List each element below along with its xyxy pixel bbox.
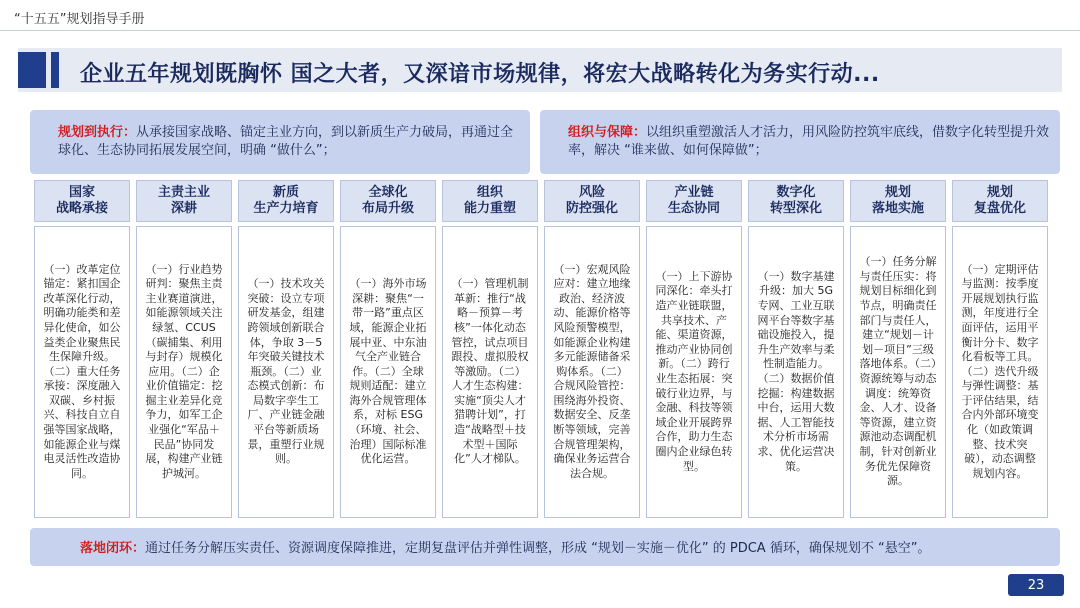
- column-title-line2: 能力重塑: [463, 201, 516, 216]
- banner-right-key: 组织与保障：: [568, 125, 647, 140]
- column-core-business: [136, 180, 232, 520]
- banner-planning-to-execution: [30, 110, 530, 174]
- column-title-line1: 风险: [578, 185, 605, 200]
- column-industry-chain: [646, 180, 742, 520]
- column-header: [748, 180, 844, 222]
- column-body: [136, 226, 232, 518]
- column-title-line2: 转型深化: [769, 201, 822, 216]
- title-marker-icon: [18, 52, 46, 88]
- column-title-line2: 防控强化: [565, 201, 618, 216]
- column-header: [136, 180, 232, 222]
- column-body: [34, 226, 130, 518]
- column-body-text: （一）定期评估与监测：按季度开展规划执行监测，年度进行全面评估，运用平衡计分卡、数字化看板等工具。（二）迭代升级与弹性调整：基于评估结果，结合内外部环境变化（如政策调整、技术突破），动态调整规划内容。: [961, 262, 1039, 480]
- column-globalization: [340, 180, 436, 520]
- column-plan-review: [952, 180, 1048, 520]
- column-title-line1: 组织: [476, 185, 503, 200]
- column-body-text: （一）任务分解与责任压实：将规划目标细化到节点，明确责任部门与责任人，建立“规划－计划－项目”三级落地体系。（二）资源统筹与动态调度：统筹资金、人才、设备等资源，建立资源池动态调配机制，针对创新业务优先保障资源。: [859, 255, 937, 488]
- column-body: [340, 226, 436, 518]
- column-title-line2: 布局升级: [361, 201, 414, 216]
- column-body: [646, 226, 742, 518]
- banner-right-text: 以组织重塑激活人才活力，用风险防控筑牢底线，借数字化转型提升效率，解决 “谁来做、如何保障做”；: [568, 125, 1050, 158]
- column-title-line2: 复盘优化: [973, 201, 1026, 216]
- column-title-line1: 数字化: [776, 185, 816, 200]
- column-body: [238, 226, 334, 518]
- column-national-strategy: [34, 180, 130, 520]
- column-digital-transformation: [748, 180, 844, 520]
- column-title-line1: 规划: [986, 185, 1013, 200]
- column-title-line1: 新质: [272, 185, 299, 200]
- column-body-text: （一）技术攻关突破：设立专项研发基金，组建跨领域创新联合体，争取 3－5 年突破关键技术瓶颈。（二）业态模式创新：布局数字孪生工厂、产业链金融平台等新质场景，重塑行业规则。: [247, 277, 325, 466]
- column-header: [340, 180, 436, 222]
- column-risk-control: [544, 180, 640, 520]
- column-title-line1: 规划: [884, 185, 911, 200]
- column-body: [850, 226, 946, 518]
- column-header: [442, 180, 538, 222]
- header-divider: [0, 30, 1080, 31]
- page-number-badge: 23: [1008, 574, 1064, 596]
- column-plan-implementation: [850, 180, 946, 520]
- column-body: [544, 226, 640, 518]
- banner-left-text: 从承接国家战略、锚定主业方向，到以新质生产力破局，再通过全球化、生态协同拓展发展空间，明确 “做什么”；: [58, 125, 514, 158]
- column-header: [952, 180, 1048, 222]
- column-body-text: （一）数字基建升级：加大 5G 专网、工业互联网平台等数字基础设施投入，提升生产效率与柔性制造能力。（二）数据价值挖掘：构建数据中台，运用大数据、人工智能技术分析市场需求、优化运营决策。: [757, 269, 835, 473]
- column-header: [850, 180, 946, 222]
- column-title-line1: 产业链: [674, 185, 714, 200]
- column-body-text: （一）上下游协同深化：牵头打造产业链联盟，共享技术、产能、渠道资源，推动产业协同创新。（二）跨行业生态拓展：突破行业边界，与金融、科技等领域企业开展跨界合作，助力生态圈内企业绿色转型。: [655, 269, 733, 473]
- column-header: [544, 180, 640, 222]
- column-organization: [442, 180, 538, 520]
- banner-left-key: 规划到执行：: [58, 125, 137, 140]
- column-body-text: （一）宏观风险应对：建立地缘政治、经济波动、能源价格等风险预警模型，如能源企业构建多元能源储备采购体系。（二）合规风险管控：围绕海外投资、数据安全、反垄断等领域，完善合规管理架构，确保业务运营合法合规。: [553, 262, 631, 480]
- column-body: [442, 226, 538, 518]
- column-title-line2: 生产力培育: [253, 201, 319, 216]
- closed-loop-banner: [30, 528, 1060, 566]
- column-header: [34, 180, 130, 222]
- column-body-text: （一）行业趋势研判：聚焦主责主业赛道演进，如能源领域关注绿氢、CCUS（碳捕集、利用与封存）规模化应用。（二）企业价值锚定：挖掘主业差异化竞争力，如军工企业强化“军品＋民品”协同发展，构建产业链护城河。: [145, 262, 223, 480]
- closed-loop-key: 落地闭环：: [80, 541, 146, 556]
- column-title-line2: 生态协同: [667, 201, 720, 216]
- banner-organization-guarantee: [540, 110, 1060, 174]
- column-title-line1: 国家: [68, 185, 95, 200]
- column-body-text: （一）管理机制革新：推行“战略－预算－考核”一体化动态管控，试点项目跟投、虚拟股权等激励。（二）人才生态构建：实施“顶尖人才猎聘计划”，打造“战略型＋技术型＋国际化”人才梯队。: [451, 277, 529, 466]
- column-body: [748, 226, 844, 518]
- column-title-line1: 全球化: [368, 185, 408, 200]
- document-header-title: “十五五”规划指导手册: [14, 12, 145, 27]
- column-header: [646, 180, 742, 222]
- column-title-line2: 战略承接: [55, 201, 108, 216]
- column-title-line2: 落地实施: [871, 201, 924, 216]
- column-title-line2: 深耕: [170, 201, 197, 216]
- column-body-text: （一）海外市场深耕：聚焦“一带一路”重点区域，能源企业拓展中亚、中东油气全产业链合作。（二）全球规则适配：建立海外合规管理体系，对标 ESG（环境、社会、治理）国际标准优化运营。: [349, 277, 427, 466]
- column-header: [238, 180, 334, 222]
- page-title: 企业五年规划既胸怀 国之大者，又深谙市场规律，将宏大战略转化为务实行动...: [80, 62, 880, 87]
- column-title-line1: 主责主业: [157, 185, 210, 200]
- column-new-productivity: [238, 180, 334, 520]
- column-body: [952, 226, 1048, 518]
- title-bar: [18, 48, 1062, 92]
- column-body-text: （一）改革定位锚定：紧扣国企改革深化行动，明确功能类和差异化使命，如公益类企业聚焦民生保障升级。（二）重大任务承接：深度融入双碳、乡村振兴、科技自立自强等国家战略，如能源企业与煤电灵活性改造协同。: [43, 262, 121, 480]
- closed-loop-text: 通过任务分解压实责任、资源调度保障推进，定期复盘评估并弹性调整，形成 “规划－实施－优化” 的 PDCA 循环，确保规划不 “悬空”。: [145, 541, 931, 556]
